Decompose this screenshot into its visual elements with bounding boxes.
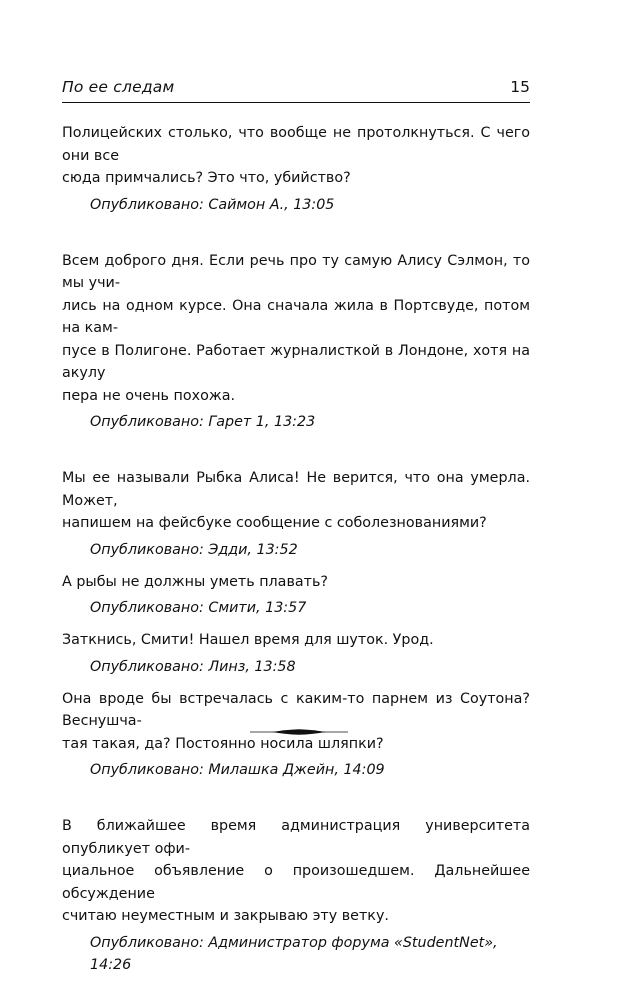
post-text: Мы ее называли Рыбка Алиса! Не верится, что она умерла. Может, напишем на фейсбуке сообщение с соболезнованиями? (62, 470, 530, 531)
post-text: Она вроде бы встречалась с каким-то парнем из Соутона? Веснушча- тая такая, да? Постоянно носила шляпки? (62, 690, 530, 752)
post-signature: Опубликовано: Гарет 1, 13:23 (90, 414, 316, 430)
forum-post (62, 250, 530, 434)
running-title: По ее следам (62, 78, 175, 96)
forum-post (62, 122, 530, 216)
section-end-ornament (250, 727, 348, 737)
forum-thread (62, 122, 530, 976)
post-text: Заткнись, Смити! Нашел время для шуток. Урод. (62, 632, 434, 648)
post-text: В ближайшее время администрация университета опубликует офи- циальное объявление о произошедшем. Дальнейшее обсуждение считаю неуместным и закрываю эту ветку. (62, 818, 530, 924)
post-signature: Опубликовано: Саймон А., 13:05 (90, 196, 335, 213)
post-signature: Опубликовано: Администратор форума «StudentNet», 14:26 (90, 934, 498, 973)
post-signature: Опубликовано: Смити, 13:57 (90, 600, 307, 616)
post-text: А рыбы не должны уметь плавать? (62, 573, 328, 590)
post-signature: Опубликовано: Эдди, 13:52 (90, 541, 298, 558)
post-signature: Опубликовано: Линз, 13:58 (90, 658, 296, 675)
forum-post (62, 467, 530, 561)
forum-post (62, 629, 530, 678)
page-number: 15 (510, 78, 530, 96)
post-text: Полицейских столько, что вообще не протолкнуться. С чего они все сюда примчались? Это что, убийство? (62, 125, 530, 186)
page-header (62, 76, 530, 103)
forum-post (62, 815, 530, 976)
forum-post (62, 571, 530, 620)
post-text: Всем доброго дня. Если речь про ту самую Алису Сэлмон, то мы учи- лись на одном курсе. Она сначала жила в Портсвуде, потом на кам- пусе в Полигоне. Работает журналисткой в Лондоне, хотя на акулу пера не очень похожа. (62, 252, 530, 404)
post-signature: Опубликовано: Милашка Джейн, 14:09 (90, 762, 385, 778)
